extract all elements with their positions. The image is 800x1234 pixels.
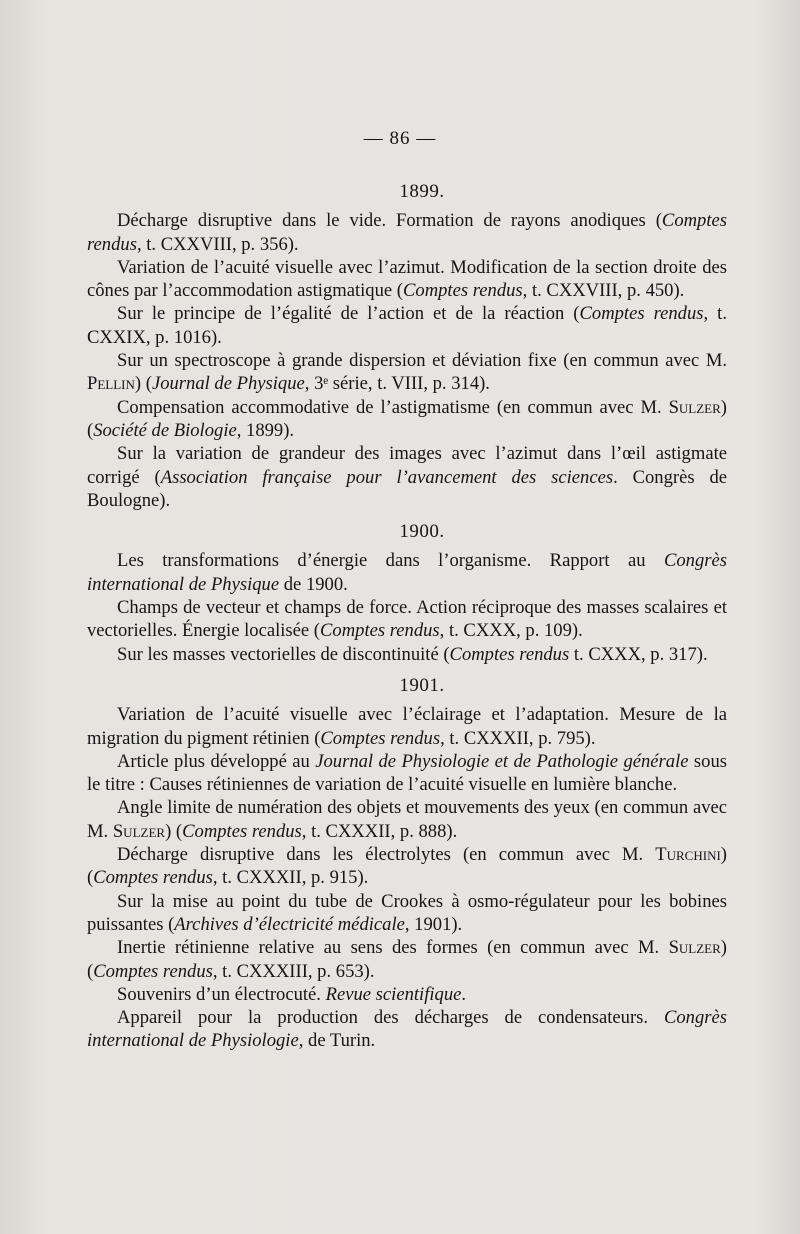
entry-text: , 3ᵉ série, t. VIII, p. 314).: [304, 373, 490, 395]
author-name: Sulzer: [668, 937, 721, 959]
bibliography-entry: [87, 703, 727, 750]
entry-text: Article plus développé au: [117, 750, 316, 772]
entry-text: , t. CXXXII, p. 915).: [212, 867, 369, 889]
entry-text: , t. CXXVIII, p. 450).: [522, 280, 685, 302]
entry-text: . Congrès de Boulogne).: [87, 466, 727, 511]
entry-text: Souvenirs d’un électrocuté.: [117, 983, 326, 1005]
bibliography-entry: [87, 302, 727, 349]
entry-text: , t. CXXXII, p. 888).: [301, 820, 458, 842]
entry-text: , 1901).: [404, 913, 463, 935]
page-number: — 86 —: [363, 128, 437, 149]
entry-text: Sur un spectroscope à grande dispersion et déviation fixe (en commun avec M.: [117, 350, 727, 372]
bibliography-entry: [87, 349, 727, 396]
author-name: Sulzer: [668, 396, 721, 418]
entry-text: Décharge disruptive dans les électrolytes (en commun avec M.: [117, 844, 656, 866]
bibliography-entry: [87, 596, 727, 643]
entry-text: ) (: [87, 937, 727, 982]
entry-text: , t. CXXIX, p. 1016).: [87, 303, 727, 348]
publication-title: Comptes rendus: [449, 643, 570, 665]
bibliography-content: [87, 180, 727, 1053]
entry-text: Décharge disruptive dans le vide. Formation de rayons anodiques (: [117, 210, 662, 232]
bibliography-entry: [87, 442, 727, 512]
bibliography-entry: [87, 256, 727, 303]
publication-title: Journal de Physique: [151, 373, 305, 395]
year-heading: 1901.: [399, 674, 445, 696]
entry-text: Compensation accommodative de l’astigmatisme (en commun avec M.: [117, 396, 669, 418]
year-heading: 1899.: [399, 181, 445, 202]
bibliography-entry: [87, 209, 727, 256]
publication-title: Comptes rendus: [93, 960, 213, 982]
entry-text: Sur le principe de l’égalité de l’action et de la réaction (: [117, 303, 580, 325]
publication-title: Comptes rendus: [579, 303, 704, 325]
author-name: Turchini: [655, 844, 721, 866]
entry-text: , 1899).: [236, 419, 295, 441]
bibliography-entry: [87, 1006, 727, 1053]
year-heading: 1900.: [399, 521, 445, 543]
publication-title: Société de Biologie: [93, 419, 237, 441]
author-name: Pellin: [87, 373, 135, 395]
entry-text: sous le titre : Causes rétiniennes de variation de l’acuité visuelle en lumière blanche.: [87, 750, 727, 796]
entry-text: Inertie rétinienne relative au sens des formes (en commun avec M.: [117, 937, 669, 959]
publication-title: Comptes rendus: [403, 280, 523, 302]
bibliography-entry: [87, 549, 727, 596]
bibliography-entry: [87, 843, 727, 890]
author-name: Sulzer: [112, 820, 166, 842]
entry-text: de 1900.: [279, 573, 348, 595]
publication-title: Congrès international de Physiologie: [87, 1007, 727, 1052]
entry-text: Sur les masses vectorielles de discontinuité (: [117, 643, 450, 665]
entry-text: Variation de l’acuité visuelle avec l’azimut. Modification de la section droite des cônes par l’accommodation astigmatique (: [87, 256, 727, 302]
publication-title: Comptes rendus: [320, 620, 440, 642]
bibliography-entry: [87, 936, 727, 983]
entry-text: Variation de l’acuité visuelle avec l’éclairage et l’adaptation. Mesure de la migration du pigment rétinien (: [87, 704, 727, 749]
entry-text: , t. CXXX, p. 109).: [439, 620, 583, 642]
publication-title: Revue scientifique: [325, 983, 462, 1005]
entry-text: Sur la variation de grandeur des images avec l’azimut dans l’œil astigmate corrigé (: [87, 443, 727, 488]
entry-text: ) (: [165, 820, 183, 842]
bibliography-entry: [87, 750, 727, 797]
entry-text: Les transformations d’énergie dans l’organisme. Rapport au: [117, 550, 664, 572]
bibliography-entry: [87, 890, 727, 937]
publication-title: Congrès international de Physique: [87, 550, 727, 595]
entry-text: ) (: [87, 844, 727, 889]
publication-title: Comptes rendus: [182, 820, 302, 842]
entry-text: Angle limite de numération des objets et mouvements des yeux (en commun avec M.: [87, 797, 727, 842]
publication-title: Archives d’électricité médicale: [174, 913, 405, 935]
publication-title: Association française pour l’avancement des sciences: [160, 466, 614, 488]
publication-title: Comptes rendus: [320, 727, 441, 749]
publication-title: Comptes rendus: [87, 210, 727, 255]
entry-text: Appareil pour la production des décharges de condensateurs.: [117, 1007, 664, 1029]
publication-title: Comptes rendus: [93, 867, 213, 889]
publication-title: Journal de Physiologie et de Pathologie générale: [315, 750, 689, 772]
bibliography-entry: [87, 643, 727, 666]
entry-text: ) (: [87, 396, 727, 441]
entry-text: , t. CXXVIII, p. 356).: [136, 233, 299, 255]
entry-text: Sur la mise au point du tube de Crookes à osmo-régulateur pour les bobines puissantes (: [87, 890, 727, 935]
entry-text: , de Turin.: [298, 1030, 376, 1052]
bibliography-entry: [87, 396, 727, 443]
entry-text: t. CXXX, p. 317).: [569, 643, 708, 665]
bibliography-entry: [87, 983, 727, 1006]
entry-text: , t. CXXXIII, p. 653).: [212, 960, 375, 982]
bibliography-entry: [87, 796, 727, 843]
entry-text: Champs de vecteur et champs de force. Action réciproque des masses scalaires et vectorielles. Énergie localisée (: [87, 597, 727, 642]
entry-text: .: [461, 983, 467, 1005]
entry-text: , t. CXXXII, p. 795).: [440, 727, 596, 749]
entry-text: ) (: [134, 373, 152, 395]
